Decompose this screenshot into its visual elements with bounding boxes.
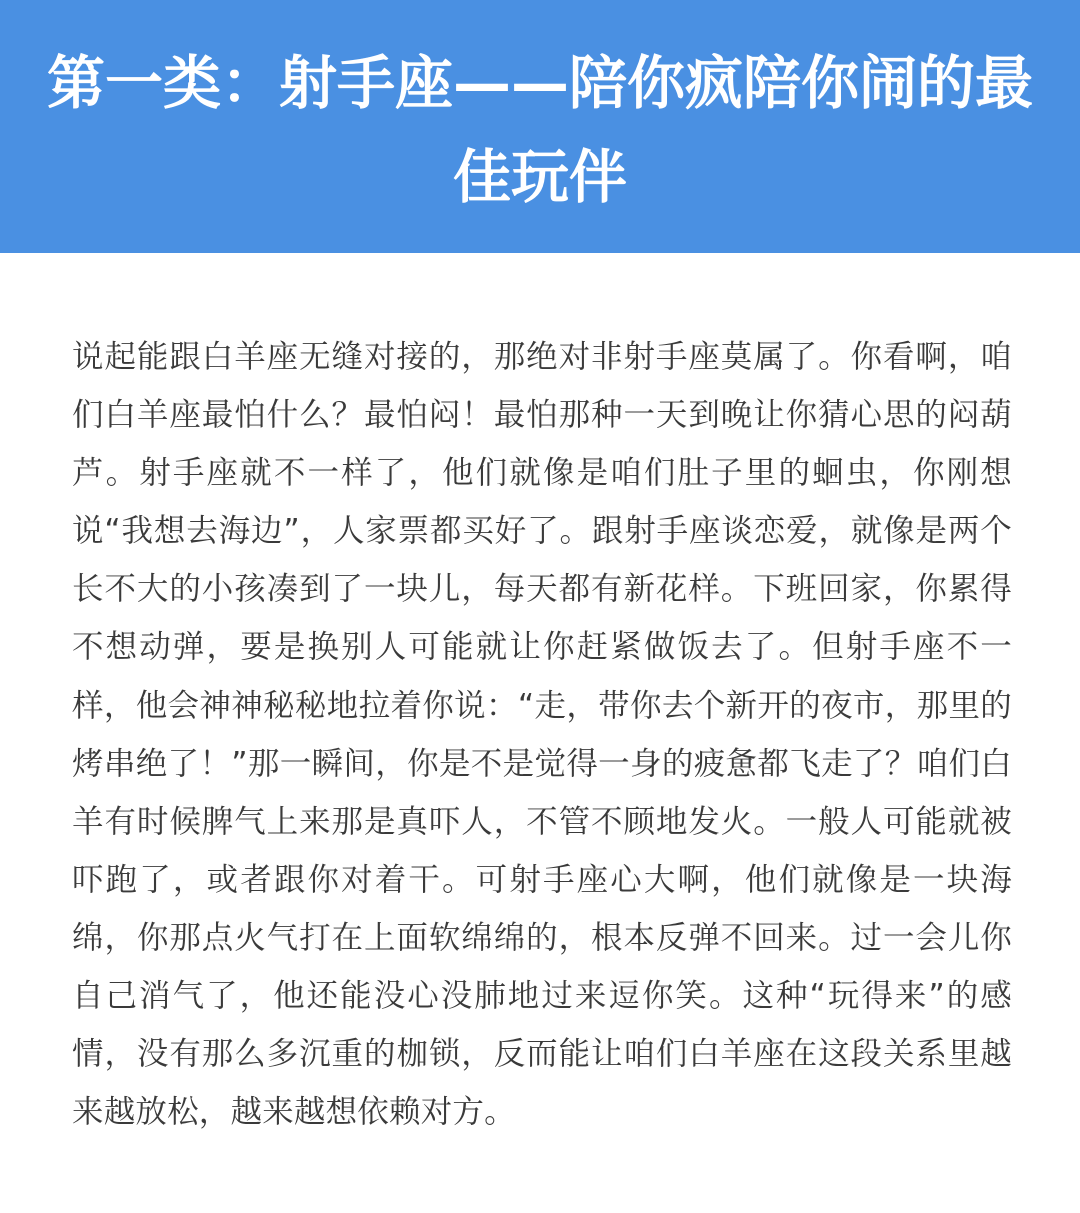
article-content bbox=[72, 328, 1012, 1141]
article-paragraph: 说起能跟白羊座无缝对接的，那绝对非射手座莫属了。你看啊，咱们白羊座最怕什么？最怕闷！最怕那种一天到晚让你猜心思的闷葫芦。射手座就不一样了，他们就像是咱们肚子里的蛔虫，你刚想说“我想去海边”，人家票都买好了。跟射手座谈恋爱，就像是两个长不大的小孩凑到了一块儿，每天都有新花样。下班回家，你累得不想动弹，要是换别人可能就让你赶紧做饭去了。但射手座不一样，他会神神秘秘地拉着你说：“走，带你去个新开的夜市，那里的烤串绝了！”那一瞬间，你是不是觉得一身的疲惫都飞走了？咱们白羊有时候脾气上来那是真吓人，不管不顾地发火。一般人可能就被吓跑了，或者跟你对着干。可射手座心大啊，他们就像是一块海绵，你那点火气打在上面软绵绵的，根本反弹不回来。过一会儿你自己消气了，他还能没心没肺地过来逗你笑。这种“玩得来”的感情，没有那么多沉重的枷锁，反而能让咱们白羊座在这段关系里越来越放松，越来越想依赖对方。 bbox=[72, 339, 1012, 1131]
title-banner bbox=[0, 0, 1080, 253]
page-title: 第一类：射手座——陪你疯陪你闹的最佳玩伴 bbox=[46, 49, 1033, 211]
